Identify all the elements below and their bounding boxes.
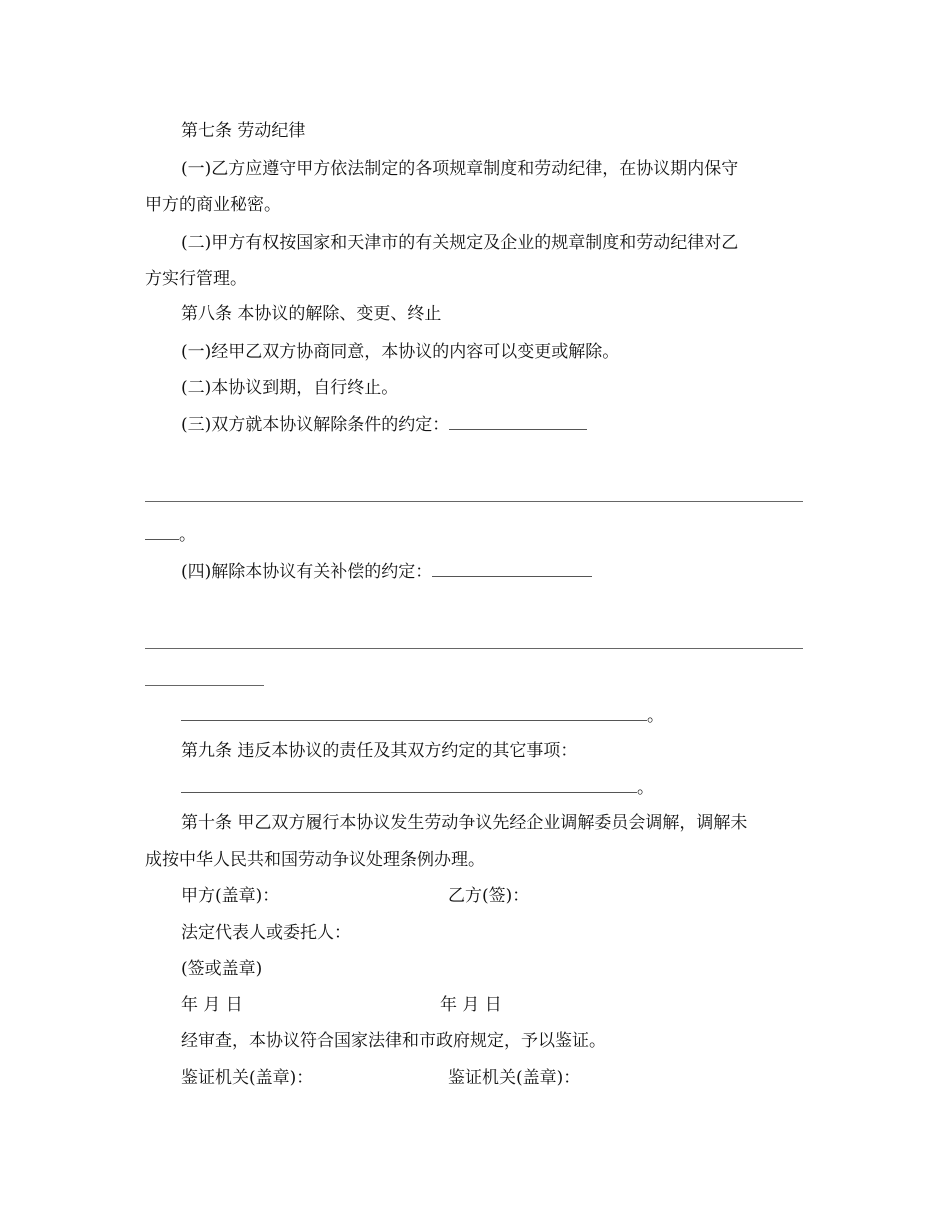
article10-line2: 成按中华人民共和国劳动争议处理条例办理。	[145, 850, 485, 870]
article7-item2-line2: 方实行管理。	[145, 269, 247, 289]
article10-line1: 第十条 甲乙双方履行本协议发生劳动争议先经企业调解委员会调解，调解未	[181, 813, 748, 833]
legal-representative-label: 法定代表人或委托人：	[181, 923, 351, 943]
article8-item4-end-line	[181, 705, 664, 727]
article8-item3-blank-tail[interactable]	[145, 525, 179, 540]
article8-item4-blank[interactable]	[432, 562, 592, 577]
article8-item3-blank-full-line[interactable]	[145, 501, 803, 502]
date-left: 年 月 日	[181, 995, 243, 1015]
article8-item4-blank-short-line[interactable]	[145, 685, 264, 686]
verification-statement: 经审查，本协议符合国家法律和市政府规定，予以鉴证。	[181, 1031, 606, 1051]
article8-heading: 第八条 本协议的解除、变更、终止	[181, 304, 442, 324]
party-a-seal-label: 甲方(盖章)：	[181, 886, 280, 906]
sign-or-seal-label: (签或盖章)	[181, 959, 263, 979]
article8-item3-blank[interactable]	[449, 415, 587, 430]
article7-heading: 第七条 劳动纪律	[181, 121, 306, 141]
article7-item1-line2: 甲方的商业秘密。	[145, 195, 281, 215]
article8-item2: (二)本协议到期，自行终止。	[181, 378, 399, 398]
verifier-right-seal-label: 鉴证机关(盖章)：	[448, 1068, 581, 1088]
article8-item4-end: 。	[647, 706, 664, 726]
party-b-sign-label: 乙方(签)：	[448, 886, 530, 906]
article9-end-line	[181, 777, 654, 799]
article8-item3	[181, 414, 587, 436]
article7-item1-line1: (一)乙方应遵守甲方依法制定的各项规章制度和劳动纪律，在协议期内保守	[181, 159, 739, 179]
article9-heading: 第九条 违反本协议的责任及其双方约定的其它事项：	[181, 741, 578, 761]
article7-item2-line1: (二)甲方有权按国家和天津市的有关规定及企业的规章制度和劳动纪律对乙	[181, 233, 739, 253]
date-right: 年 月 日	[440, 995, 502, 1015]
article8-item4-blank-tail[interactable]	[181, 706, 647, 721]
article8-item3-end: 。	[179, 525, 196, 545]
article8-item4	[181, 561, 592, 583]
article8-item1: (一)经甲乙双方协商同意，本协议的内容可以变更或解除。	[181, 342, 620, 362]
article8-item3-label: (三)双方就本协议解除条件的约定：	[181, 415, 450, 435]
article8-item4-blank-full-line[interactable]	[145, 648, 803, 649]
article8-item3-end-line	[145, 524, 196, 546]
article8-item4-label: (四)解除本协议有关补偿的约定：	[181, 562, 433, 582]
verifier-left-seal-label: 鉴证机关(盖章)：	[181, 1068, 314, 1088]
article9-blank[interactable]	[181, 778, 637, 793]
article9-end: 。	[637, 778, 654, 798]
